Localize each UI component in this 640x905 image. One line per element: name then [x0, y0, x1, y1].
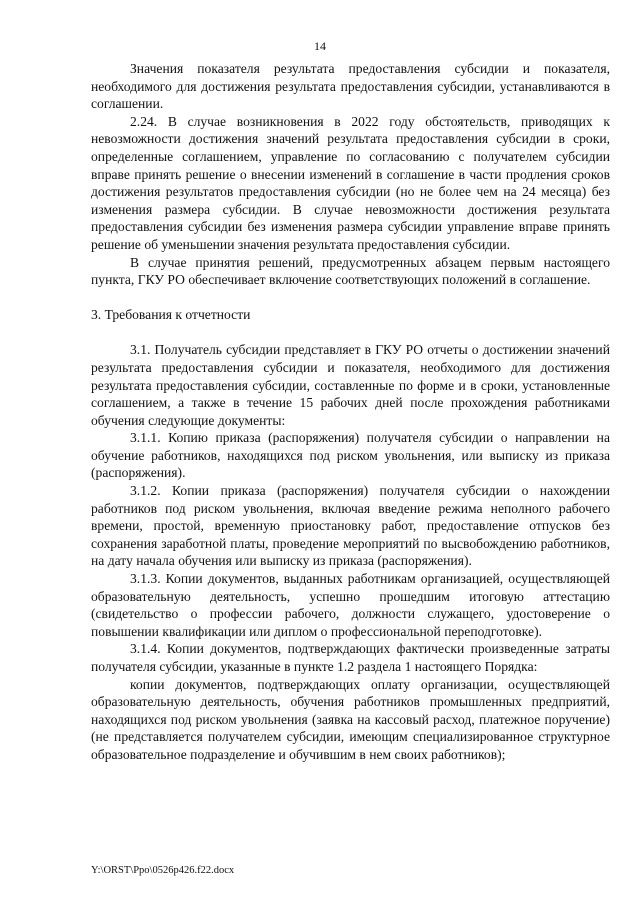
footer-file-path: Y:\ORST\Ppo\0526p426.f22.docx	[91, 865, 235, 876]
document-body	[91, 60, 610, 764]
paragraph-3-1-2: 3.1.2. Копии приказа (распоряжения) получателя субсидии о нахождении работников под риском увольнения, включая введение режима неполного рабочего времени, простой, временную приостановку работ, предоставление отпусков без сохранения заработной платы, проведение мероприятий по высвобождению работников, на дату начала обучения или выписку из приказа (распоряжения).	[91, 483, 610, 569]
section-heading: 3. Требования к отчетности	[91, 306, 251, 322]
paragraph-payment-docs: копии документов, подтверждающих оплату организации, осуществляющей образовательную деятельность, обучения работников промышленных предприятий, находящихся под риском увольнения (заявка на кассовый расход, платежное поручение) (не представляется получателем субсидии, имеющим специализированное структурное образовательное подразделение и обучившим в нем своих работников);	[91, 676, 610, 762]
paragraph-2-24: 2.24. В случае возникновения в 2022 году обстоятельств, приводящих к невозможности достижения значений результата предоставления субсидии в сроки, определенные соглашением, управление по согласованию с получателем субсидии вправе принять решение о внесении изменений в соглашение в части продления сроков достижения результатов предоставления субсидии (но не более чем на 24 месяца) без изменения размера субсидии. В случае невозможности достижения результата предоставления субсидии без изменения размера субсидии управление вправе принять решение об уменьшении значения результата предоставления субсидии.	[91, 113, 610, 252]
page-number: 14	[314, 39, 326, 53]
paragraph-3-1-4: 3.1.4. Копии документов, подтверждающих фактически произведенные затраты получателя субсидии, указанные в пункте 1.2 раздела 1 настоящего Порядка:	[91, 641, 610, 674]
paragraph-3-1: 3.1. Получатель субсидии представляет в ГКУ РО отчеты о достижении значений результата предоставления субсидии и показателя, необходимого для достижения результата предоставления субсидии, составленные по форме и в сроки, установленные соглашением, а также в течение 15 рабочих дней после прохождения работниками обучения следующие документы:	[91, 342, 610, 428]
paragraph-3-1-3: 3.1.3. Копии документов, выданных работникам организацией, осуществляющей образовательную деятельность, успешно прошедшим итоговую аттестацию (свидетельство о профессии рабочего, должности служащего, удостоверение о повышении квалификации или диплом о профессиональной переподготовке).	[91, 571, 610, 639]
paragraph-3-1-1: 3.1.1. Копию приказа (распоряжения) получателя субсидии о направлении на обучение работников, находящихся под риском увольнения, или выписку из приказа (распоряжения).	[91, 430, 610, 481]
paragraph-decision-clause: В случае принятия решений, предусмотренных абзацем первым настоящего пункта, ГКУ РО обеспечивает включение соответствующих положений в соглашение.	[91, 254, 610, 288]
paragraph-indicator-values: Значения показателя результата предоставления субсидии и показателя, необходимого для достижения результата предоставления субсидии, устанавливаются в соглашении.	[91, 61, 610, 112]
